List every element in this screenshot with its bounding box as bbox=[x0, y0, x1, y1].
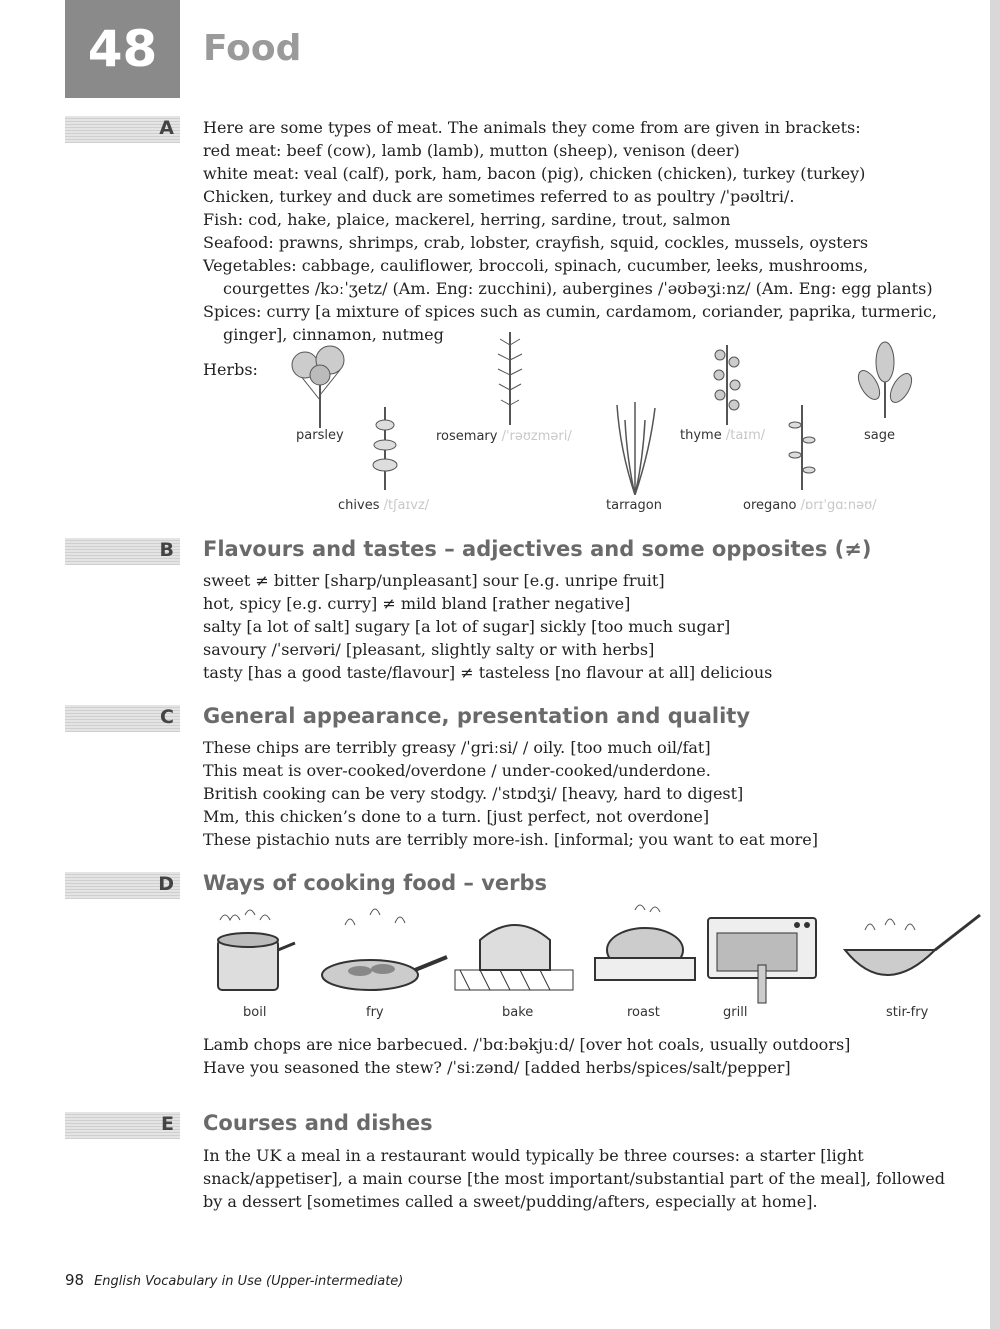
oregano-illustration bbox=[785, 400, 820, 490]
fry-illustration bbox=[315, 905, 450, 1000]
section-e-text bbox=[203, 1144, 963, 1213]
phonetic: /taɪm/ bbox=[725, 428, 766, 443]
section-letter-d: D bbox=[158, 873, 174, 895]
verb-label-bake: bake bbox=[502, 1005, 534, 1020]
herb-label-sage: sage bbox=[864, 428, 895, 443]
unit-number: 48 bbox=[87, 20, 158, 78]
text-line: Have you seasoned the stew? /ˈsiːzənd/ [added herbs/spices/salt/pepper] bbox=[203, 1058, 791, 1077]
parsley-illustration bbox=[285, 340, 355, 430]
text-line: These pistachio nuts are terribly more-ish. [informal; you want to eat more] bbox=[203, 830, 818, 849]
text-line: savoury /ˈseɪvəri/ [pleasant, slightly salty or with herbs] bbox=[203, 640, 655, 659]
rosemary-illustration bbox=[490, 330, 530, 425]
text-line: These chips are terribly greasy /ˈgriːsi/ / oily. [too much oil/fat] bbox=[203, 738, 711, 757]
herb-name: rosemary bbox=[436, 429, 498, 444]
text-line: salty [a lot of salt] sugary [a lot of sugar] sickly [too much sugar] bbox=[203, 617, 731, 636]
text-line: In the UK a meal in a restaurant would typically be three courses: a starter [light bbox=[203, 1146, 864, 1165]
grill-illustration bbox=[705, 915, 820, 1005]
verb-label-grill: grill bbox=[723, 1005, 748, 1020]
verb-label-boil: boil bbox=[243, 1005, 267, 1020]
herb-label-tarragon: tarragon bbox=[606, 498, 662, 513]
section-letter-c: C bbox=[160, 706, 174, 728]
phonetic: /ˈrəʊzməri/ bbox=[501, 429, 572, 444]
section-d-bar bbox=[65, 872, 180, 899]
sage-illustration bbox=[855, 340, 915, 420]
herb-label-chives bbox=[338, 498, 429, 513]
text-line: by a dessert [sometimes called a sweet/pudding/afters, especially at home]. bbox=[203, 1192, 818, 1211]
phonetic: /ɒrɪˈgɑːnəʊ/ bbox=[800, 498, 877, 513]
section-e-bar bbox=[65, 1112, 180, 1139]
unit-title: Food bbox=[203, 28, 302, 69]
text-line: white meat: veal (calf), pork, ham, bacon (pig), chicken (chicken), turkey (turkey) bbox=[203, 164, 866, 183]
stir-fry-illustration bbox=[825, 905, 985, 1000]
text-line: Lamb chops are nice barbecued. /ˈbɑːbəkjuːd/ [over hot coals, usually outdoors] bbox=[203, 1035, 851, 1054]
section-c-bar bbox=[65, 705, 180, 732]
bake-illustration bbox=[450, 915, 580, 995]
roast-illustration bbox=[590, 900, 700, 995]
section-e-heading: Courses and dishes bbox=[203, 1111, 433, 1135]
herb-name: chives bbox=[338, 498, 380, 513]
section-b-heading: Flavours and tastes – adjectives and some opposites (≠) bbox=[203, 537, 872, 561]
text-line: Vegetables: cabbage, cauliflower, broccoli, spinach, cucumber, leeks, mushrooms, bbox=[203, 256, 869, 275]
text-line: courgettes /kɔːˈʒetz/ (Am. Eng: zucchini), aubergines /ˈəʊbəʒiːnz/ (Am. Eng: egg plants) bbox=[223, 279, 933, 298]
section-d-heading: Ways of cooking food – verbs bbox=[203, 871, 548, 895]
text-line: ginger], cinnamon, nutmeg bbox=[223, 325, 444, 344]
herb-label-parsley: parsley bbox=[296, 428, 344, 443]
section-a-text bbox=[203, 116, 963, 346]
boil-illustration bbox=[200, 905, 300, 1000]
text-line: This meat is over-cooked/overdone / under-cooked/underdone. bbox=[203, 761, 711, 780]
text-line: Here are some types of meat. The animals they come from are given in brackets: bbox=[203, 118, 861, 137]
text-line: red meat: beef (cow), lamb (lamb), mutton (sheep), venison (deer) bbox=[203, 141, 740, 160]
section-c-text bbox=[203, 736, 963, 851]
verb-label-roast: roast bbox=[627, 1005, 660, 1020]
text-line: British cooking can be very stodgy. /ˈstɒdʒi/ [heavy, hard to digest] bbox=[203, 784, 744, 803]
section-b-bar bbox=[65, 538, 180, 565]
thyme-illustration bbox=[705, 340, 750, 425]
herb-name: oregano bbox=[743, 498, 797, 513]
text-line: tasty [has a good taste/flavour] ≠ tasteless [no flavour at all] delicious bbox=[203, 663, 773, 682]
herb-name: thyme bbox=[680, 428, 722, 443]
book-title: English Vocabulary in Use (Upper-intermediate) bbox=[94, 1274, 404, 1289]
phonetic: /tʃaɪvz/ bbox=[383, 498, 430, 513]
section-c-heading: General appearance, presentation and quality bbox=[203, 704, 751, 728]
text-line: Spices: curry [a mixture of spices such as cumin, cardamom, coriander, paprika, turmeric, bbox=[203, 302, 937, 321]
herb-label-oregano bbox=[743, 498, 876, 513]
section-letter-a: A bbox=[159, 117, 174, 139]
section-b-text bbox=[203, 569, 963, 684]
text-line: Mm, this chicken’s done to a turn. [just perfect, not overdone] bbox=[203, 807, 710, 826]
page-number: 98 bbox=[65, 1271, 85, 1289]
herbs-label: Herbs: bbox=[203, 360, 258, 379]
herb-label-rosemary bbox=[436, 429, 572, 444]
page-edge-shadow bbox=[990, 0, 1000, 1329]
text-line: Seafood: prawns, shrimps, crab, lobster, crayfish, squid, cockles, mussels, oysters bbox=[203, 233, 869, 252]
unit-number-box bbox=[65, 0, 180, 98]
text-line: Chicken, turkey and duck are sometimes referred to as poultry /ˈpəʊltri/. bbox=[203, 187, 795, 206]
text-line: hot, spicy [e.g. curry] ≠ mild bland [rather negative] bbox=[203, 594, 631, 613]
text-line: sweet ≠ bitter [sharp/unpleasant] sour [e.g. unripe fruit] bbox=[203, 571, 665, 590]
page-footer bbox=[65, 1271, 403, 1289]
section-letter-e: E bbox=[161, 1113, 174, 1135]
section-a-bar bbox=[65, 116, 180, 143]
text-line: snack/appetiser], a main course [the most important/substantial part of the meal], followed bbox=[203, 1169, 945, 1188]
verb-label-fry: fry bbox=[366, 1005, 384, 1020]
tarragon-illustration bbox=[605, 400, 665, 495]
chives-illustration bbox=[365, 405, 405, 490]
section-letter-b: B bbox=[159, 539, 174, 561]
section-d-text bbox=[203, 1033, 963, 1079]
herb-label-thyme bbox=[680, 428, 765, 443]
text-line: Fish: cod, hake, plaice, mackerel, herring, sardine, trout, salmon bbox=[203, 210, 731, 229]
verb-label-stir-fry: stir-fry bbox=[886, 1005, 929, 1020]
